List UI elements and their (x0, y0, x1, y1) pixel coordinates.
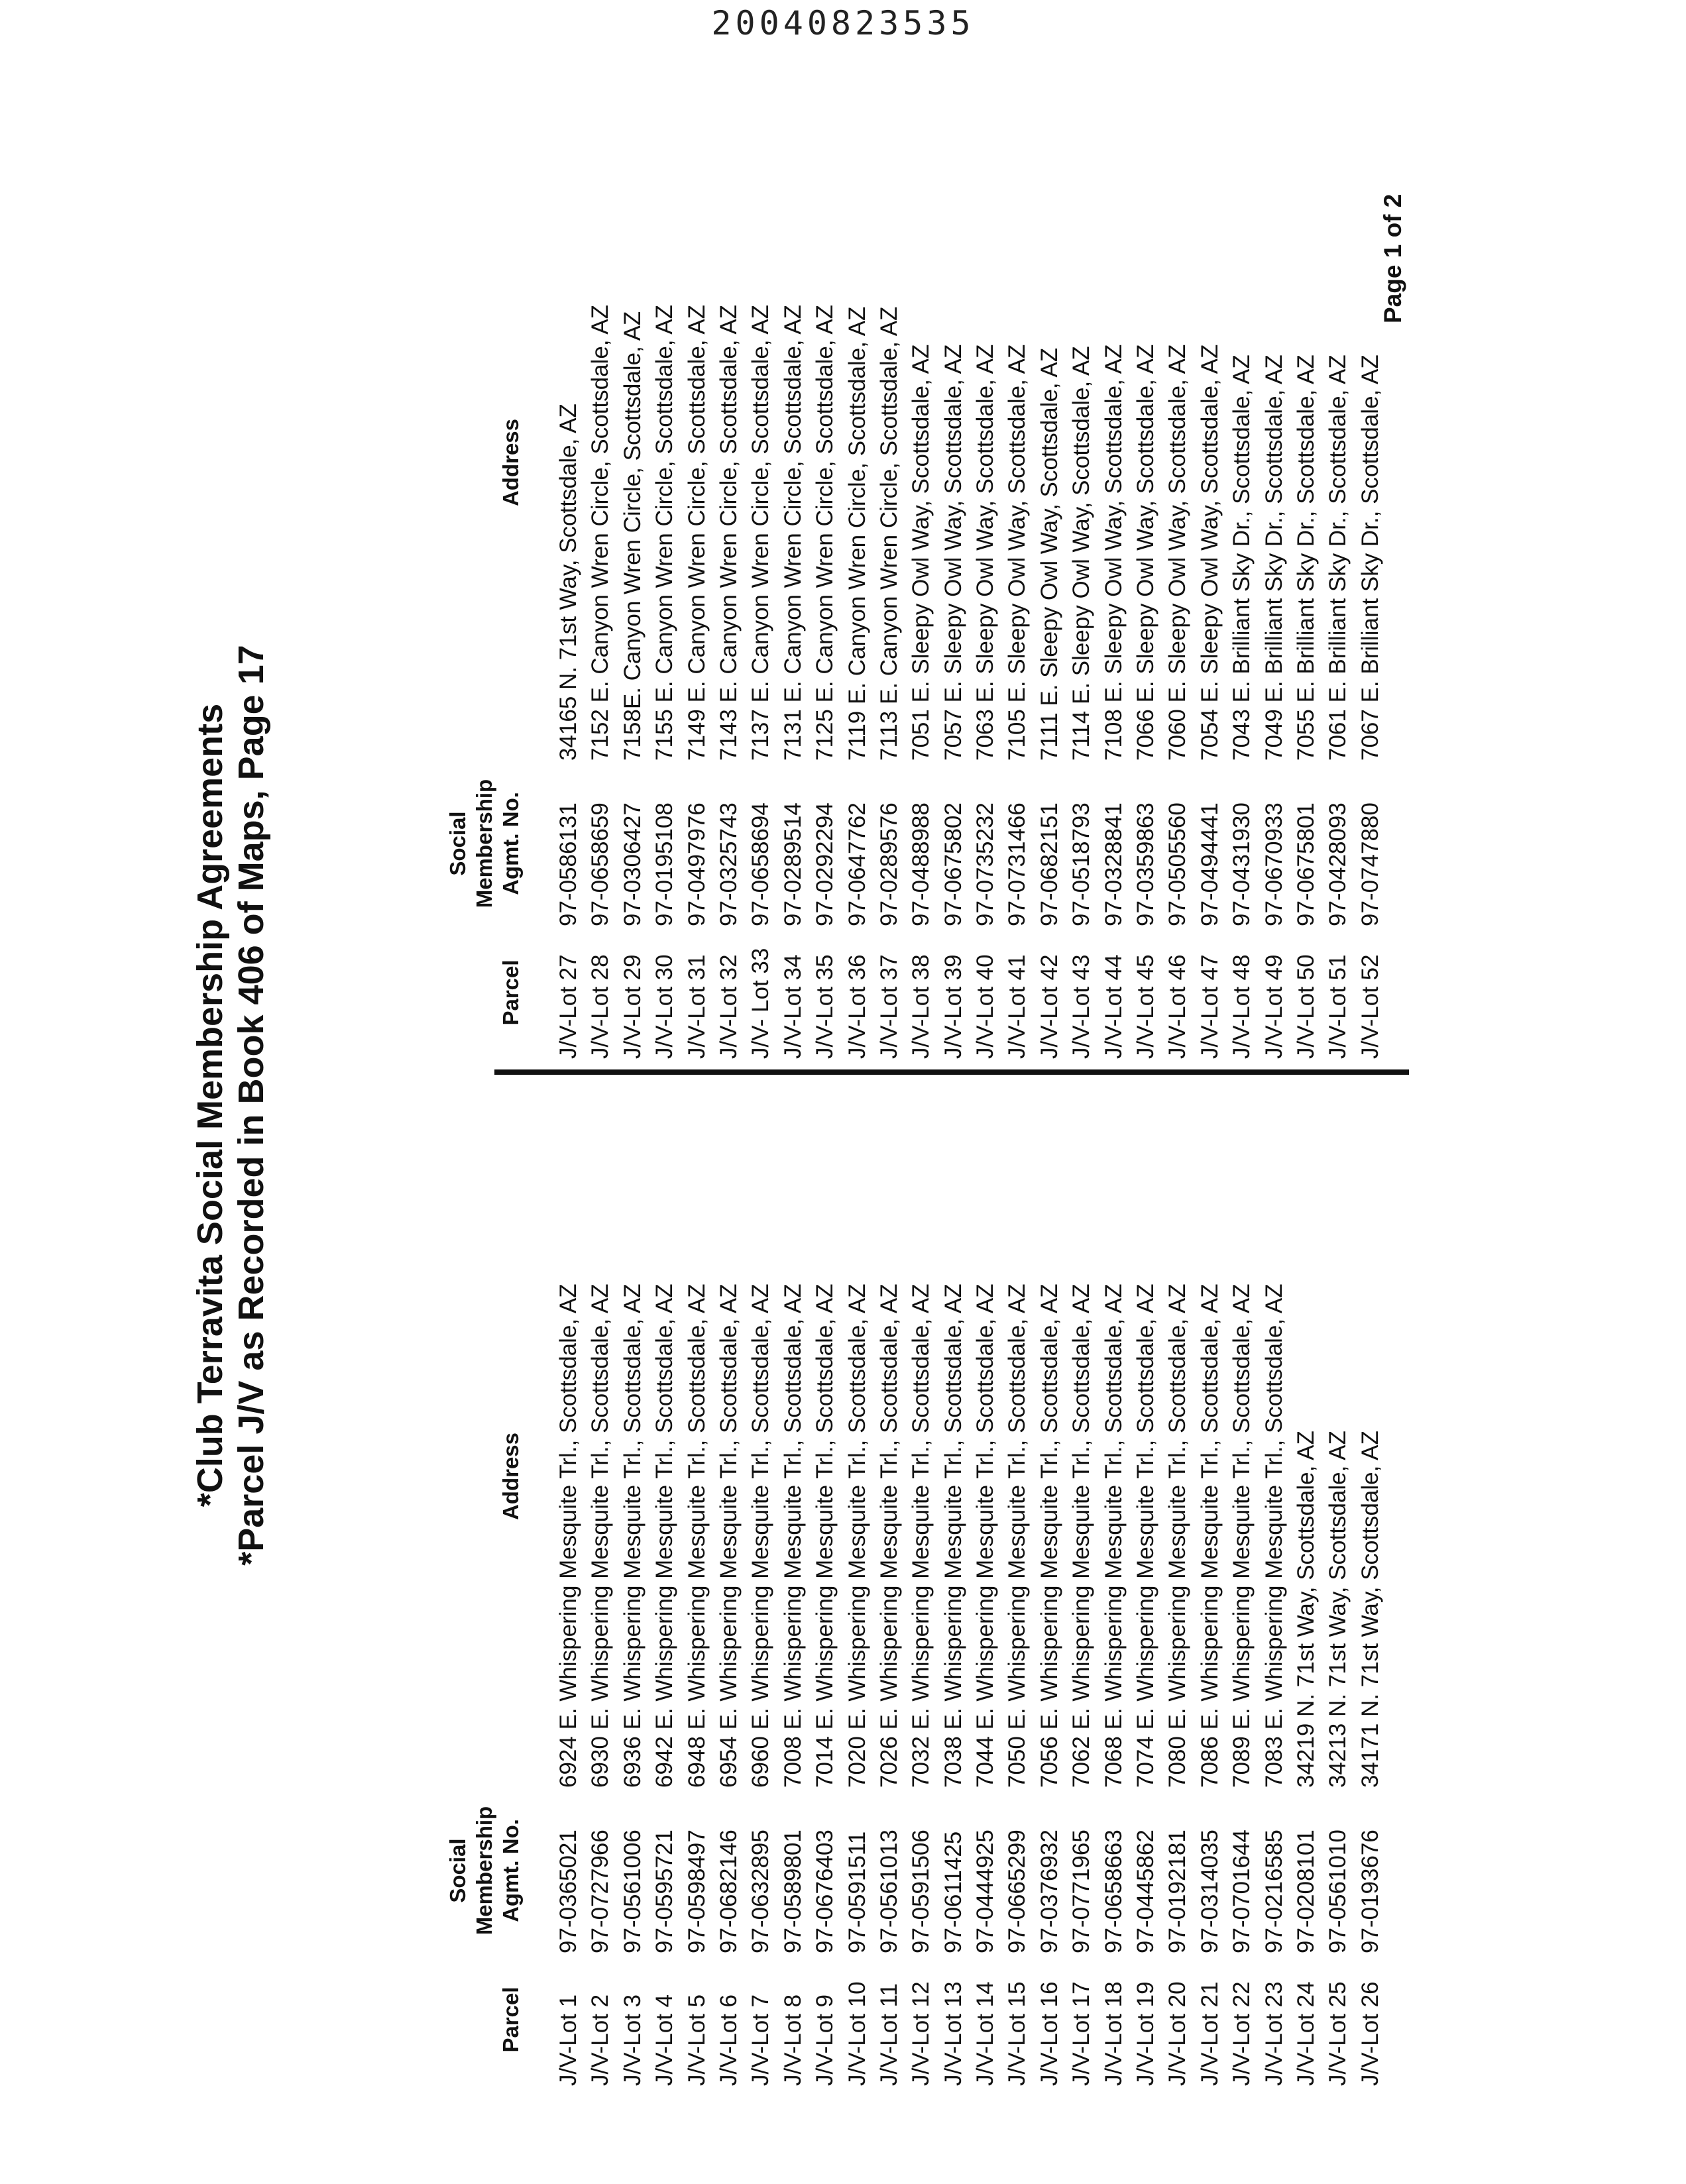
table-row (1322, 98, 1354, 1059)
table-row (1066, 1125, 1097, 2086)
address-cell: 7032 E. Whispering Mesquite Trl., Scottsdale, AZ (908, 1283, 934, 1788)
agreement-number-cell: 97-0505560 (1164, 802, 1191, 926)
address-cell: 7050 E. Whispering Mesquite Trl., Scottsdale, AZ (1004, 1283, 1031, 1788)
parcel-cell: J/V-Lot 14 (972, 1981, 999, 2086)
table-row (938, 1125, 970, 2086)
column-divider (494, 1069, 1409, 1075)
address-cell: 7055 E. Brilliant Sky Dr., Scottsdale, AZ (1292, 355, 1319, 761)
address-cell: 7020 E. Whispering Mesquite Trl., Scottsdale, AZ (844, 1283, 870, 1788)
address-cell: 7056 E. Whispering Mesquite Trl., Scottsdale, AZ (1036, 1283, 1062, 1788)
agreement-number-cell: 97-0561010 (1325, 1829, 1351, 1953)
parcel-cell: J/V-Lot 10 (844, 1981, 870, 2086)
parcel-cell: J/V-Lot 37 (875, 954, 902, 1059)
parcel-cell: J/V-Lot 5 (683, 1994, 710, 2086)
parcel-cell: J/V-Lot 38 (908, 954, 934, 1059)
table-row (1322, 1125, 1354, 2086)
address-cell: 7043 E. Brilliant Sky Dr., Scottsdale, AZ (1229, 355, 1255, 761)
table-row (938, 98, 970, 1059)
address-cell: 7131 E. Canyon Wren Circle, Scottsdale, AZ (779, 304, 806, 761)
table-row (1259, 98, 1290, 1059)
address-cell: 7119 E. Canyon Wren Circle, Scottsdale, AZ (844, 306, 870, 761)
parcel-cell: J/V-Lot 36 (844, 954, 870, 1059)
parcel-cell: J/V-Lot 34 (779, 954, 806, 1059)
table-row (1098, 1125, 1130, 2086)
parcel-cell: J/V-Lot 47 (1196, 954, 1223, 1059)
left-table (553, 1125, 1386, 2086)
table-row (745, 98, 777, 1059)
agreement-number-cell: 97-0676403 (812, 1829, 838, 1953)
agreement-number-cell: 97-0314035 (1196, 1829, 1223, 1953)
address-cell: 7113 E. Canyon Wren Circle, Scottsdale, AZ (875, 306, 902, 761)
parcel-cell: J/V-Lot 30 (651, 954, 678, 1059)
agreement-number-cell: 97-0444925 (972, 1829, 999, 1953)
agreement-number-cell: 97-0611425 (940, 1831, 966, 1953)
parcel-cell: J/V-Lot 52 (1357, 954, 1383, 1059)
table-row (1001, 98, 1033, 1059)
table-row (681, 1125, 713, 2086)
right-header-agreement-line1: Social (445, 811, 470, 876)
parcel-cell: J/V-Lot 46 (1164, 954, 1191, 1059)
agreement-number-cell: 97-0306427 (619, 802, 646, 926)
table-row (873, 98, 905, 1059)
agreement-number-cell: 97-0428093 (1325, 802, 1351, 926)
agreement-number-cell: 97-0561006 (619, 1829, 646, 1953)
table-row (1194, 1125, 1226, 2086)
parcel-cell: J/V-Lot 31 (683, 954, 710, 1059)
table-row (970, 98, 1001, 1059)
table-row (1259, 1125, 1290, 2086)
table-row (617, 1125, 649, 2086)
table-row (1290, 1125, 1322, 2086)
agreement-number-cell: 97-0658659 (587, 802, 614, 926)
table-row (1034, 98, 1066, 1059)
address-cell: 34171 N. 71st Way, Scottsdale, AZ (1357, 1431, 1383, 1788)
address-cell: 7008 E. Whispering Mesquite Trl., Scottsdale, AZ (779, 1283, 806, 1788)
address-cell: 6942 E. Whispering Mesquite Trl., Scottsdale, AZ (651, 1283, 678, 1788)
table-row (553, 1125, 585, 2086)
parcel-cell: J/V-Lot 23 (1261, 1981, 1287, 2086)
agreement-number-cell: 97-0589801 (779, 1829, 806, 1953)
address-cell: 7063 E. Sleepy Owl Way, Scottsdale, AZ (972, 344, 999, 761)
agreement-number-cell: 97-0675801 (1292, 802, 1319, 926)
parcel-cell: J/V-Lot 45 (1133, 954, 1159, 1059)
parcel-cell: J/V-Lot 48 (1229, 954, 1255, 1059)
address-cell: 7111 E. Sleepy Owl Way, Scottsdale, AZ (1036, 347, 1062, 761)
table-row (905, 98, 937, 1059)
agreement-number-cell: 97-0289514 (779, 802, 806, 926)
parcel-cell: J/V-Lot 18 (1100, 1981, 1127, 2086)
agreement-number-cell: 97-0192181 (1164, 1829, 1191, 1953)
table-row (585, 98, 616, 1059)
parcel-cell: J/V-Lot 1 (555, 1994, 581, 2086)
agreement-number-cell: 97-0359863 (1133, 802, 1159, 926)
parcel-cell: J/V-Lot 29 (619, 954, 646, 1059)
address-cell: 7014 E. Whispering Mesquite Trl., Scottsdale, AZ (812, 1283, 838, 1788)
table-row (1226, 1125, 1258, 2086)
parcel-cell: J/V-Lot 27 (555, 954, 581, 1059)
parcel-cell: J/V-Lot 2 (587, 1994, 614, 2086)
table-row (1194, 98, 1226, 1059)
parcel-cell: J/V-Lot 44 (1100, 954, 1127, 1059)
table-row (809, 1125, 841, 2086)
address-cell: 7158E. Canyon Wren Circle, Scottsdale, AZ (619, 311, 646, 761)
address-cell: 7026 E. Whispering Mesquite Trl., Scottsdale, AZ (875, 1283, 902, 1788)
address-cell: 7044 E. Whispering Mesquite Trl., Scottsdale, AZ (972, 1283, 999, 1788)
table-row (1226, 98, 1258, 1059)
parcel-cell: J/V-Lot 49 (1261, 954, 1287, 1059)
address-cell: 7105 E. Sleepy Owl Way, Scottsdale, AZ (1004, 344, 1031, 761)
address-cell: 7068 E. Whispering Mesquite Trl., Scottsdale, AZ (1100, 1283, 1127, 1788)
right-header-agreement (445, 757, 524, 930)
left-header-address: Address (498, 1432, 523, 1521)
address-cell: 7067 E. Brilliant Sky Dr., Scottsdale, AZ (1357, 355, 1383, 761)
agreement-number-cell: 97-0727966 (587, 1829, 614, 1953)
agreement-number-cell: 97-0591511 (844, 1831, 870, 1953)
agreement-number-cell: 97-0658663 (1100, 1829, 1127, 1953)
agreement-number-cell: 97-0598497 (683, 1829, 710, 1953)
parcel-cell: J/V-Lot 4 (651, 1994, 678, 2086)
address-cell: 7114 E. Sleepy Owl Way, Scottsdale, AZ (1068, 346, 1095, 761)
address-cell: 6924 E. Whispering Mesquite Trl., Scottsdale, AZ (555, 1283, 581, 1788)
agreement-number-cell: 97-0561013 (875, 1829, 902, 1953)
left-header-agreement-line3: Agmt. No. (498, 1819, 523, 1922)
address-cell: 7125 E. Canyon Wren Circle, Scottsdale, AZ (812, 304, 838, 761)
address-cell: 34213 N. 71st Way, Scottsdale, AZ (1325, 1431, 1351, 1788)
left-header-parcel: Parcel (498, 1987, 523, 2053)
table-row (809, 98, 841, 1059)
agreement-number-cell: 97-0488988 (908, 802, 934, 926)
table-row (842, 98, 873, 1059)
parcel-cell: J/V-Lot 12 (908, 1981, 934, 2086)
document-subtitle: *Parcel J/V as Recorded in Book 406 of Maps, Page 17 (231, 645, 271, 1566)
table-row (1290, 98, 1322, 1059)
address-cell: 7080 E. Whispering Mesquite Trl., Scottsdale, AZ (1164, 1283, 1191, 1788)
parcel-cell: J/V-Lot 42 (1036, 954, 1062, 1059)
table-row (777, 98, 809, 1059)
parcel-cell: J/V-Lot 43 (1068, 954, 1095, 1059)
parcel-cell: J/V-Lot 35 (812, 954, 838, 1059)
agreement-number-cell: 97-0518793 (1068, 802, 1095, 926)
address-cell: 7137 E. Canyon Wren Circle, Scottsdale, AZ (748, 304, 774, 761)
address-cell: 34165 N. 71st Way, Scottsdale, AZ (555, 404, 581, 761)
parcel-cell: J/V-Lot 6 (715, 1994, 742, 2086)
parcel-cell: J/V-Lot 13 (940, 1981, 966, 2086)
table-row (842, 1125, 873, 2086)
parcel-cell: J/V-Lot 24 (1292, 1981, 1319, 2086)
table-row (617, 98, 649, 1059)
table-row (1130, 1125, 1162, 2086)
address-cell: 7051 E. Sleepy Owl Way, Scottsdale, AZ (908, 344, 934, 761)
agreement-number-cell: 97-0747880 (1357, 802, 1383, 926)
table-row (649, 1125, 681, 2086)
agreement-number-cell: 97-0735232 (972, 802, 999, 926)
table-row (1001, 1125, 1033, 2086)
table-row (905, 1125, 937, 2086)
parcel-cell: J/V-Lot 25 (1325, 1981, 1351, 2086)
table-row (777, 1125, 809, 2086)
page-number: Page 1 of 2 (1379, 193, 1406, 323)
address-cell: 7155 E. Canyon Wren Circle, Scottsdale, AZ (651, 304, 678, 761)
address-cell: 7061 E. Brilliant Sky Dr., Scottsdale, AZ (1325, 355, 1351, 761)
table-row (681, 98, 713, 1059)
right-header-agreement-line3: Agmt. No. (498, 792, 523, 895)
right-header-address: Address (498, 418, 523, 507)
table-row (649, 98, 681, 1059)
table-row (1098, 98, 1130, 1059)
table-row (1355, 1125, 1386, 2086)
agreement-number-cell: 97-0216585 (1261, 1829, 1287, 1953)
parcel-cell: J/V-Lot 28 (587, 954, 614, 1059)
address-cell: 7066 E. Sleepy Owl Way, Scottsdale, AZ (1133, 344, 1159, 761)
agreement-number-cell: 97-0494441 (1196, 802, 1223, 926)
parcel-cell: J/V-Lot 32 (715, 954, 742, 1059)
address-cell: 7086 E. Whispering Mesquite Trl., Scottsdale, AZ (1196, 1283, 1223, 1788)
agreement-number-cell: 97-0193676 (1357, 1829, 1383, 1953)
address-cell: 7038 E. Whispering Mesquite Trl., Scottsdale, AZ (940, 1283, 966, 1788)
address-cell: 7049 E. Brilliant Sky Dr., Scottsdale, AZ (1261, 355, 1287, 761)
agreement-number-cell: 97-0731466 (1004, 802, 1031, 926)
right-table (553, 98, 1386, 1059)
agreement-number-cell: 97-0497976 (683, 802, 710, 926)
table-row (713, 1125, 745, 2086)
address-cell: 7057 E. Sleepy Owl Way, Scottsdale, AZ (940, 344, 966, 761)
table-row (553, 98, 585, 1059)
address-cell: 6948 E. Whispering Mesquite Trl., Scottsdale, AZ (683, 1283, 710, 1788)
document-number: 20040823535 (711, 4, 975, 42)
address-cell: 6954 E. Whispering Mesquite Trl., Scottsdale, AZ (715, 1283, 742, 1788)
agreement-number-cell: 97-0376932 (1036, 1829, 1062, 1953)
parcel-cell: J/V-Lot 21 (1196, 1981, 1223, 2086)
parcel-cell: J/V-Lot 11 (875, 1983, 902, 2086)
address-cell: 7108 E. Sleepy Owl Way, Scottsdale, AZ (1100, 344, 1127, 761)
parcel-cell: J/V-Lot 7 (748, 1994, 774, 2086)
agreement-number-cell: 97-0445862 (1133, 1829, 1159, 1953)
agreement-number-cell: 97-0632895 (748, 1829, 774, 1953)
agreement-number-cell: 97-0670933 (1261, 802, 1287, 926)
left-header-agreement (445, 1784, 524, 1957)
table-row (1162, 98, 1194, 1059)
address-cell: 7089 E. Whispering Mesquite Trl., Scottsdale, AZ (1229, 1283, 1255, 1788)
parcel-cell: J/V-Lot 22 (1229, 1981, 1255, 2086)
parcel-cell: J/V-Lot 15 (1004, 1981, 1031, 2086)
parcel-cell: J/V-Lot 40 (972, 954, 999, 1059)
agreement-number-cell: 97-0195108 (651, 802, 678, 926)
address-cell: 7054 E. Sleepy Owl Way, Scottsdale, AZ (1196, 344, 1223, 761)
address-cell: 7083 E. Whispering Mesquite Trl., Scottsdale, AZ (1261, 1283, 1287, 1788)
rotated-page (130, 125, 1449, 2086)
agreement-number-cell: 97-0365021 (555, 1829, 581, 1953)
document-title: *Club Terravita Social Membership Agreements (190, 703, 230, 1507)
parcel-cell: J/V-Lot 3 (619, 1994, 646, 2086)
parcel-cell: J/V- Lot 33 (748, 948, 774, 1059)
agreement-number-cell: 97-0292294 (812, 802, 838, 926)
table-row (745, 1125, 777, 2086)
agreement-number-cell: 97-0431930 (1229, 802, 1255, 926)
address-cell: 6930 E. Whispering Mesquite Trl., Scottsdale, AZ (587, 1283, 614, 1788)
agreement-number-cell: 97-0328841 (1100, 802, 1127, 926)
agreement-number-cell: 97-0665299 (1004, 1829, 1031, 1953)
address-cell: 7060 E. Sleepy Owl Way, Scottsdale, AZ (1164, 344, 1191, 761)
table-row (1034, 1125, 1066, 2086)
agreement-number-cell: 97-0701644 (1229, 1829, 1255, 1953)
agreement-number-cell: 97-0675802 (940, 802, 966, 926)
agreement-number-cell: 97-0586131 (555, 802, 581, 926)
table-row (873, 1125, 905, 2086)
table-row (713, 98, 745, 1059)
agreement-number-cell: 97-0591506 (908, 1829, 934, 1953)
agreement-number-cell: 97-0647762 (844, 802, 870, 926)
parcel-cell: J/V-Lot 26 (1357, 1981, 1383, 2086)
address-cell: 34219 N. 71st Way, Scottsdale, AZ (1292, 1431, 1319, 1788)
agreement-number-cell: 97-0208101 (1292, 1829, 1319, 1953)
agreement-number-cell: 97-0289576 (875, 802, 902, 926)
agreement-number-cell: 97-0658694 (748, 802, 774, 926)
parcel-cell: J/V-Lot 51 (1325, 954, 1351, 1059)
table-row (1162, 1125, 1194, 2086)
left-header-agreement-line1: Social (445, 1838, 470, 1903)
parcel-cell: J/V-Lot 50 (1292, 954, 1319, 1059)
right-header-parcel: Parcel (498, 959, 523, 1026)
parcel-cell: J/V-Lot 20 (1164, 1981, 1191, 2086)
parcel-cell: J/V-Lot 17 (1068, 1981, 1095, 2086)
parcel-cell: J/V-Lot 19 (1133, 1981, 1159, 2086)
address-cell: 7062 E. Whispering Mesquite Trl., Scottsdale, AZ (1068, 1283, 1095, 1788)
address-cell: 7074 E. Whispering Mesquite Trl., Scottsdale, AZ (1133, 1283, 1159, 1788)
agreement-number-cell: 97-0682146 (715, 1829, 742, 1953)
right-header-agreement-line2: Membership (472, 779, 496, 908)
agreement-number-cell: 97-0595721 (651, 1829, 678, 1953)
address-cell: 7149 E. Canyon Wren Circle, Scottsdale, AZ (683, 304, 710, 761)
parcel-cell: J/V-Lot 39 (940, 954, 966, 1059)
table-row (1130, 98, 1162, 1059)
agreement-number-cell: 97-0771965 (1068, 1829, 1095, 1953)
parcel-cell: J/V-Lot 41 (1004, 954, 1031, 1059)
table-row (1066, 98, 1097, 1059)
agreement-number-cell: 97-0682151 (1036, 802, 1062, 926)
left-header-agreement-line2: Membership (472, 1806, 496, 1936)
address-cell: 7143 E. Canyon Wren Circle, Scottsdale, AZ (715, 304, 742, 761)
parcel-cell: J/V-Lot 9 (812, 1994, 838, 2086)
table-row (585, 1125, 616, 2086)
parcel-cell: J/V-Lot 16 (1036, 1981, 1062, 2086)
address-cell: 6960 E. Whispering Mesquite Trl., Scottsdale, AZ (748, 1283, 774, 1788)
address-cell: 6936 E. Whispering Mesquite Trl., Scottsdale, AZ (619, 1283, 646, 1788)
agreement-number-cell: 97-0325743 (715, 802, 742, 926)
address-cell: 7152 E. Canyon Wren Circle, Scottsdale, AZ (587, 304, 614, 761)
table-row (970, 1125, 1001, 2086)
parcel-cell: J/V-Lot 8 (779, 1994, 806, 2086)
